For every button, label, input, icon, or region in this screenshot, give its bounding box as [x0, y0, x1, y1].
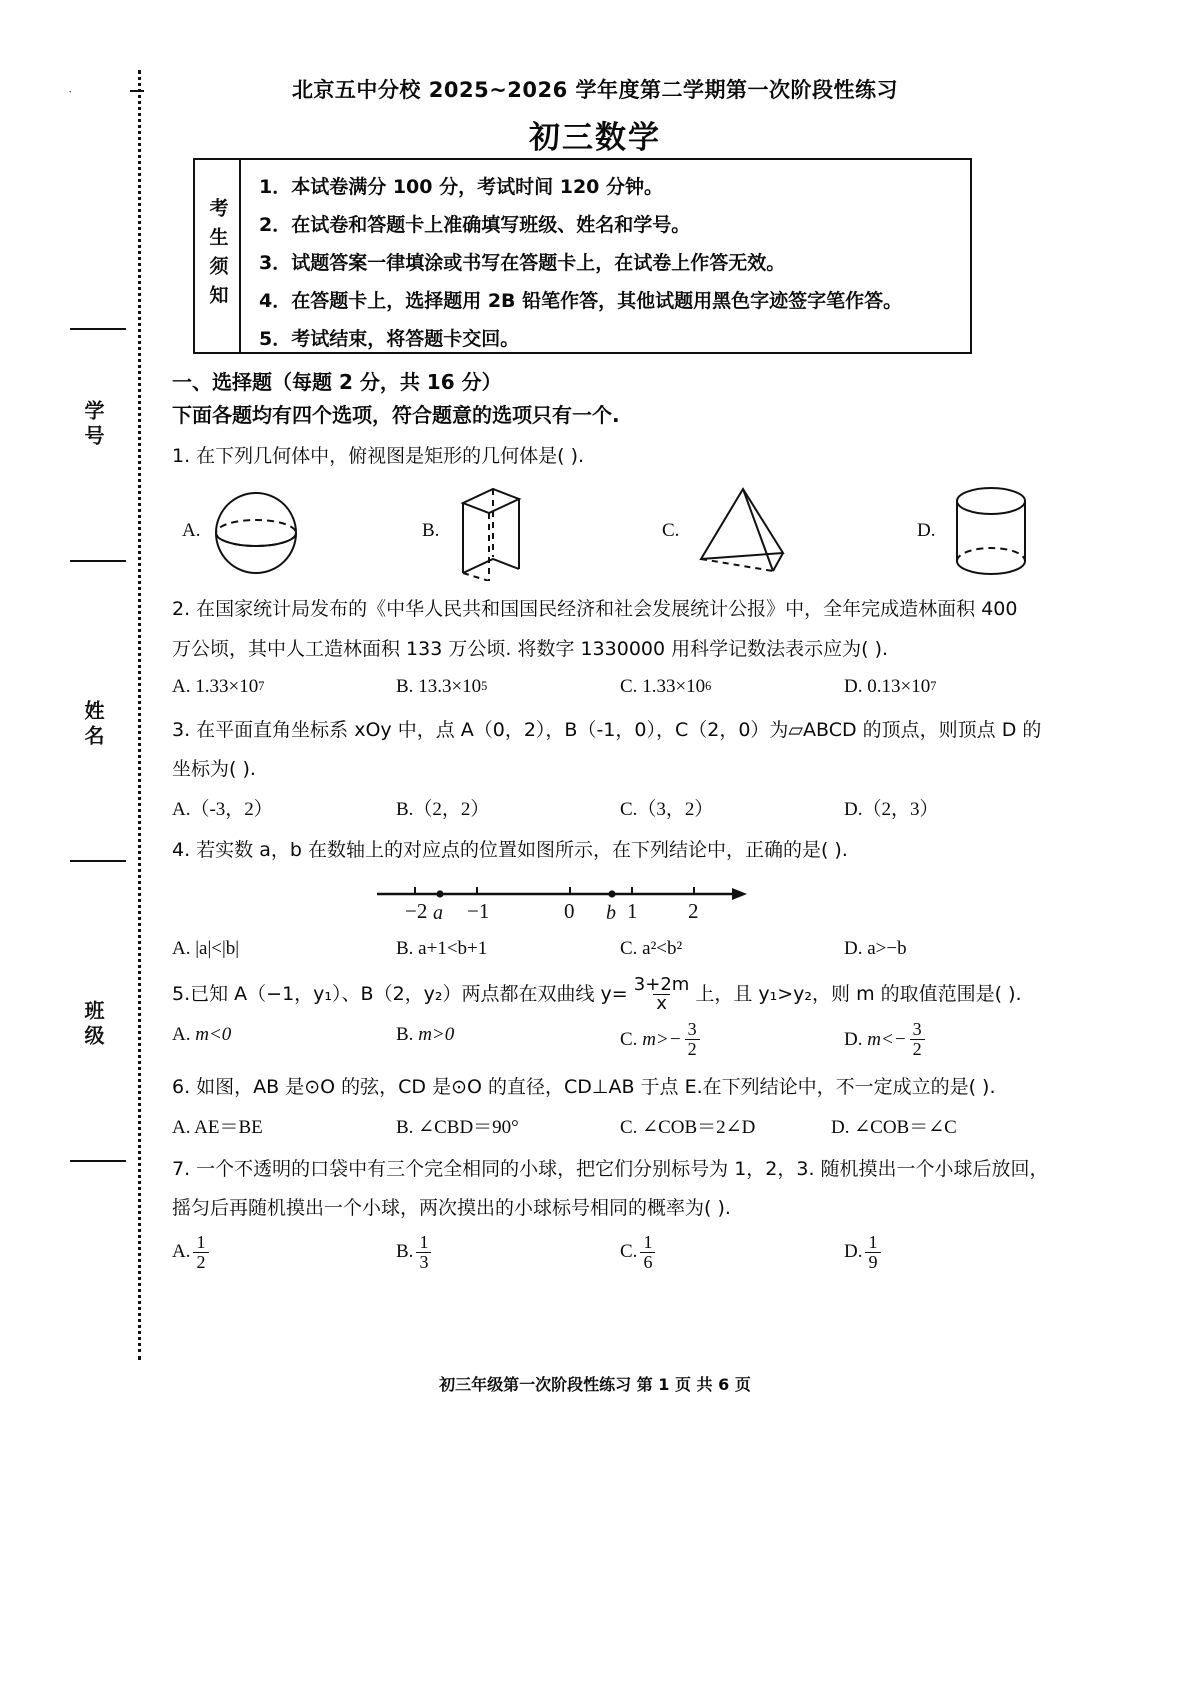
question-2-line1: 2. 在国家统计局发布的《中华人民共和国国民经济和社会发展统计公报》中，全年完成造林面积 400 [172, 598, 1018, 621]
option-b-value: m>0 [418, 1024, 455, 1046]
svg-text:b: b [606, 901, 616, 924]
instruction-item: 5．考试结束，将答题卡交回。 [259, 328, 520, 350]
option-d[interactable] [844, 1233, 884, 1272]
option-c[interactable]: C. a²<b² [620, 937, 683, 959]
instruction-item: 2．在试卷和答题卡上准确填写班级、姓名和学号。 [259, 214, 691, 236]
question-5-prefix: 5.已知 A（−1，y₁）、B（2，y₂）两点都在双曲线 y= [172, 983, 628, 1006]
option-c-fraction [640, 1233, 655, 1272]
option-a[interactable]: A. |a|<|b| [172, 937, 240, 959]
fraction-denominator: 3 [416, 1252, 431, 1272]
instructions-body [241, 160, 970, 352]
option-d[interactable] [844, 1020, 928, 1059]
option-c-exponent: 6 [705, 679, 712, 694]
figure-letter-c: C. [662, 520, 680, 542]
rectangular-prism-icon [445, 481, 535, 581]
seal-dotted-line [138, 70, 141, 1360]
option-c-letter: C. [620, 1028, 638, 1050]
option-a[interactable] [172, 672, 396, 702]
option-b-fraction [416, 1233, 431, 1272]
option-a[interactable] [172, 1233, 396, 1272]
option-b[interactable] [396, 1233, 620, 1272]
seal-rule-1 [70, 328, 126, 330]
question-4-number-line [172, 874, 1182, 930]
option-d[interactable]: D. ∠COB＝∠C [831, 1117, 957, 1138]
question-7-line1: 7. 一个不透明的口袋中有三个完全相同的小球，把它们分别标号为 1，2，3. 随机摸出一个小球后放回， [172, 1157, 1049, 1180]
question-3-options [172, 792, 1182, 822]
option-c[interactable]: C. ∠COB＝2∠D [620, 1117, 756, 1138]
svg-text:0: 0 [564, 898, 575, 923]
sphere-icon [206, 481, 306, 581]
fraction-denominator: x [653, 994, 670, 1014]
instructions-side-label [195, 160, 241, 352]
option-b-letter: B. [396, 675, 414, 697]
option-b-letter: B. [396, 1241, 414, 1263]
option-d[interactable] [844, 672, 936, 702]
section-subheading: 下面各题均有四个选项，符合题意的选项只有一个. [172, 403, 620, 427]
fraction-denominator: 2 [685, 1039, 700, 1059]
option-c[interactable] [620, 672, 844, 702]
option-c-fraction [685, 1020, 700, 1059]
seal-rule-2 [70, 560, 126, 562]
question-6-options [172, 1111, 1182, 1141]
figure-letter-b: B. [422, 520, 440, 542]
svg-text:−2: −2 [405, 898, 428, 923]
svg-text:−1: −1 [467, 898, 490, 923]
subject-title: 初三数学 [529, 120, 661, 156]
page-title: 北京五中分校 2025~2026 学年度第二学期第一次阶段性练习 [291, 78, 899, 102]
question-7-line2: 摇匀后再随机摸出一个小球，两次摸出的小球标号相同的概率为( ). [172, 1196, 731, 1219]
option-a-letter: A. [172, 675, 191, 697]
seal-column [60, 70, 160, 1370]
option-d-value: m<− [867, 1028, 907, 1050]
option-a-value: m<0 [195, 1024, 232, 1046]
option-b[interactable] [396, 672, 620, 702]
option-d-value: 0.13×10 [867, 675, 931, 697]
option-a[interactable]: A. AE＝BE [172, 1117, 263, 1138]
svg-text:2: 2 [688, 898, 699, 923]
fraction-numerator: 1 [868, 1232, 878, 1252]
fraction-numerator: 1 [196, 1232, 206, 1252]
cylinder-icon [941, 481, 1041, 581]
page-footer: 初三年级第一次阶段性练习 第 1 页 共 6 页 [439, 1375, 751, 1394]
instruction-item: 3．试题答案一律填涂或书写在答题卡上，在试卷上作答无效。 [259, 252, 786, 274]
option-d-exponent: 7 [930, 679, 937, 694]
option-d-letter: D. [844, 675, 863, 697]
figure-letter-d: D. [917, 520, 936, 542]
option-a-fraction [193, 1233, 208, 1272]
question-3-line1: 3. 在平面直角坐标系 xOy 中，点 A（0，2），B（-1，0），C（2，0）为▱ABCD 的顶点，则顶点 D 的 [172, 718, 1042, 741]
fraction-numerator: 1 [643, 1232, 653, 1252]
question-7-options [172, 1233, 1182, 1272]
option-c[interactable] [620, 1233, 844, 1272]
option-d[interactable]: D.（2，3） [844, 798, 939, 820]
question-5-text [172, 973, 1182, 1015]
option-b[interactable]: B.（2，2） [396, 798, 490, 820]
fraction-denominator: 2 [193, 1252, 208, 1272]
number-line-icon [172, 874, 1182, 930]
option-d[interactable]: D. a>−b [844, 937, 907, 959]
figure-letter-a: A. [182, 520, 201, 542]
instruction-item: 1．本试卷满分 100 分，考试时间 120 分钟。 [259, 176, 664, 198]
question-5-fraction [631, 973, 693, 1015]
option-c-value: 1.33×10 [642, 675, 706, 697]
option-c[interactable]: C.（3，2） [620, 798, 714, 820]
question-6-text: 6. 如图，AB 是⊙O 的弦，CD 是⊙O 的直径，CD⊥AB 于点 E.在下列结论中，不一定成立的是( ). [172, 1076, 996, 1099]
option-d-letter: D. [844, 1028, 863, 1050]
question-1-figures [172, 479, 1182, 583]
question-2-options [172, 672, 1182, 702]
fraction-denominator: 6 [640, 1252, 655, 1272]
option-b-letter: B. [396, 1024, 414, 1046]
fraction-numerator: 3+2m [633, 973, 690, 995]
option-b-exponent: 5 [481, 679, 488, 694]
option-a[interactable] [172, 1020, 396, 1050]
corner-dot-mark: · [68, 84, 73, 99]
question-4-options [172, 934, 1182, 964]
option-b-value: 13.3×10 [418, 675, 482, 697]
question-1-text: 1. 在下列几何体中，俯视图是矩形的几何体是( ). [172, 445, 585, 467]
option-c-value: m>− [642, 1028, 682, 1050]
option-c[interactable] [620, 1020, 844, 1059]
option-a[interactable]: A.（-3，2） [172, 798, 273, 820]
question-5-suffix: 上，且 y₁>y₂，则 m 的取值范围是( ). [695, 983, 1022, 1006]
option-b[interactable]: B. ∠CBD＝90° [396, 1117, 519, 1138]
question-4-text: 4. 若实数 a，b 在数轴上的对应点的位置如图所示，在下列结论中，正确的是( ). [172, 839, 848, 862]
option-d-fraction [865, 1233, 880, 1272]
svg-text:a: a [433, 901, 443, 924]
svg-text:1: 1 [627, 898, 638, 923]
instruction-item: 4．在答题卡上，选择题用 2B 铅笔作答，其他试题用黑色字迹签字笔作答。 [259, 290, 903, 312]
fraction-numerator: 3 [687, 1019, 697, 1040]
seal-label-name: 姓名 [81, 700, 105, 750]
pyramid-icon [685, 481, 800, 581]
option-d-letter: D. [844, 1241, 863, 1263]
option-c-letter: C. [620, 1241, 638, 1263]
option-a-value: 1.33×10 [195, 675, 259, 697]
seal-rule-3 [70, 860, 126, 862]
figure-option-c [662, 479, 800, 583]
option-d-fraction [910, 1020, 925, 1059]
fraction-numerator: 1 [419, 1232, 429, 1252]
seal-rule-4 [70, 1160, 126, 1162]
question-3-line2: 坐标为( ). [172, 758, 256, 780]
option-b[interactable]: B. a+1<b+1 [396, 937, 488, 959]
option-a-letter: A. [172, 1024, 191, 1046]
option-b[interactable] [396, 1020, 620, 1050]
fraction-denominator: 2 [910, 1039, 925, 1059]
exam-content [172, 366, 1182, 1284]
fraction-numerator: 3 [912, 1019, 922, 1040]
instructions-side-label-text: 考生须知 [206, 198, 229, 314]
figure-option-d [917, 479, 1041, 583]
option-a-exponent: 7 [258, 679, 265, 694]
option-a-letter: A. [172, 1241, 191, 1263]
exam-instructions-box [193, 158, 972, 354]
seal-label-student-id: 学号 [81, 400, 105, 450]
seal-label-class: 班级 [81, 1000, 105, 1050]
figure-option-a [182, 479, 306, 583]
question-2-line2: 万公顷，其中人工造林面积 133 万公顷. 将数字 1330000 用科学记数法表示应为( ). [172, 637, 889, 660]
figure-option-b [422, 479, 535, 583]
fraction-denominator: 9 [865, 1252, 880, 1272]
question-5-options [172, 1020, 1182, 1059]
section-heading: 一、选择题（每题 2 分，共 16 分） [172, 370, 502, 394]
option-c-letter: C. [620, 675, 638, 697]
